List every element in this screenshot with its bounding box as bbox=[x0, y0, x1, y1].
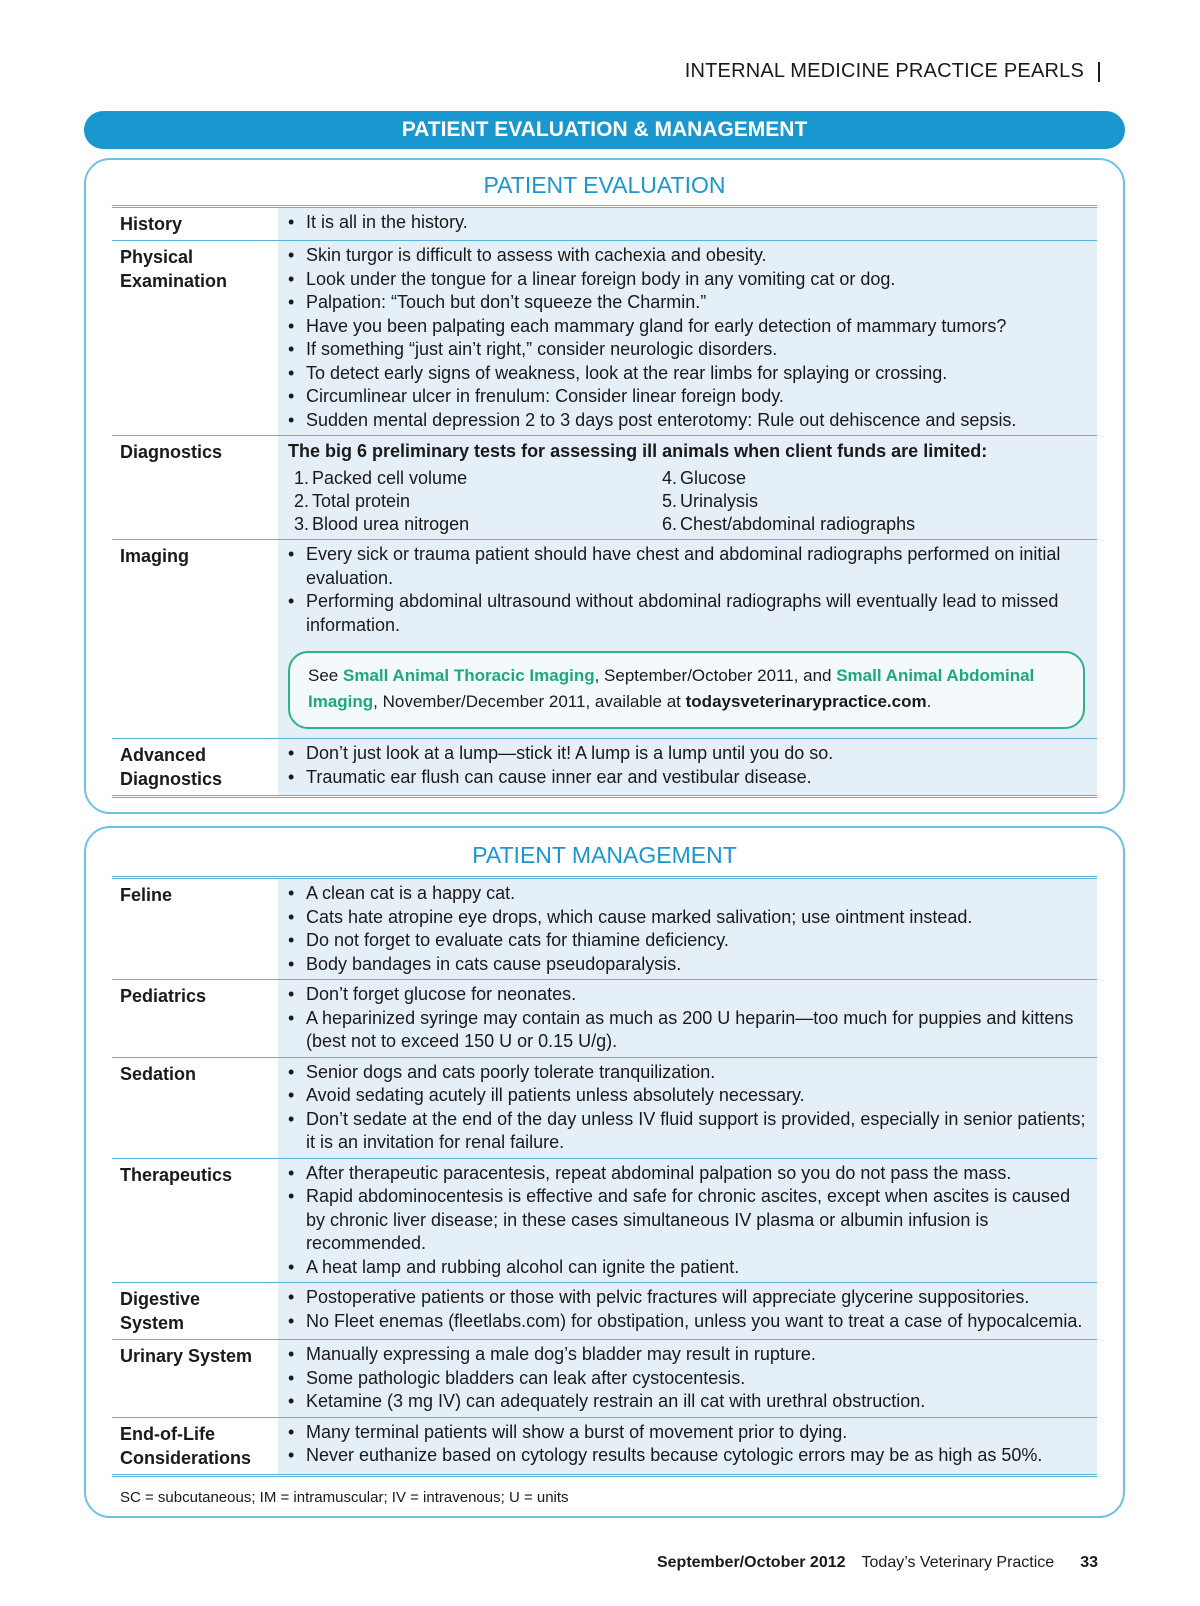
row-content bbox=[278, 1418, 1097, 1474]
row-label: History bbox=[112, 208, 278, 240]
list-item: • It is all in the history. bbox=[288, 211, 1091, 235]
list-item: • Do not forget to evaluate cats for thiamine deficiency. bbox=[288, 929, 1091, 953]
list-item: • Traumatic ear flush can cause inner ear and vestibular disease. bbox=[288, 766, 1091, 790]
diagnostics-heading: The big 6 preliminary tests for assessing ill animals when client funds are limited: bbox=[288, 441, 988, 461]
list-item: • Circumlinear ulcer in frenulum: Consider linear foreign body. bbox=[288, 385, 1091, 409]
bullet-list bbox=[288, 244, 1091, 432]
row-content bbox=[278, 1159, 1097, 1283]
row-label: Feline bbox=[112, 879, 278, 979]
list-item: • Don’t just look at a lump—stick it! A lump is a lump until you do so. bbox=[288, 742, 1091, 766]
list-item: • Every sick or trauma patient should have chest and abdominal radiographs performed on initial evaluation. bbox=[288, 543, 1091, 590]
list-item: 2. Total protein bbox=[294, 491, 411, 511]
row-label: Imaging bbox=[112, 540, 278, 738]
row-label: End-of-Life Considerations bbox=[112, 1418, 278, 1474]
list-item: • A clean cat is a happy cat. bbox=[288, 882, 1091, 906]
patient-management-title: PATIENT MANAGEMENT bbox=[472, 842, 737, 868]
list-item: • Performing abdominal ultrasound without abdominal radiographs will eventually lead to missed information. bbox=[288, 590, 1091, 637]
list-item: • Never euthanize based on cytology results because cytologic errors may be as high as 50%. bbox=[288, 1444, 1091, 1468]
issue-date: September/October 2012 bbox=[656, 1554, 846, 1571]
imaging-callout-box: See Small Animal Thoracic Imaging, September/October 2011, and Small Animal Abdominal Imaging, November/December 2011, available at todaysveterinarypractice.com. bbox=[288, 651, 1085, 729]
bullet-list bbox=[288, 1162, 1091, 1280]
table-row-diagnostics bbox=[112, 436, 1097, 540]
abdominal-imaging-link[interactable]: Small Animal Abdominal Imaging bbox=[308, 666, 1035, 711]
thoracic-imaging-link[interactable]: Small Animal Thoracic Imaging bbox=[342, 666, 595, 685]
bullet-list bbox=[288, 1286, 1091, 1333]
page-number: 33 bbox=[1080, 1554, 1098, 1571]
bullet-list bbox=[288, 1061, 1091, 1155]
row-content bbox=[278, 879, 1097, 979]
bullet-list bbox=[288, 1421, 1091, 1468]
table-row-physical-examination bbox=[112, 241, 1097, 436]
patient-evaluation-table bbox=[112, 205, 1097, 798]
table-row-pediatrics bbox=[112, 980, 1097, 1058]
list-item: • Palpation: “Touch but don’t squeeze the Charmin.” bbox=[288, 291, 1091, 315]
list-item: • Some pathologic bladders can leak after cystocentesis. bbox=[288, 1367, 1091, 1391]
list-item: • No Fleet enemas (fleetlabs.com) for obstipation, unless you want to treat a case of hypocalcemia. bbox=[288, 1310, 1091, 1334]
list-item: • Postoperative patients or those with pelvic fractures will appreciate glycerine suppositories. bbox=[288, 1286, 1091, 1310]
row-label: Advanced Diagnostics bbox=[112, 739, 278, 795]
row-content bbox=[278, 1058, 1097, 1158]
running-head-divider bbox=[1098, 62, 1100, 82]
table-row-imaging bbox=[112, 540, 1097, 739]
table-row-urinary-system bbox=[112, 1340, 1097, 1418]
banner-title: PATIENT EVALUATION & MANAGEMENT bbox=[401, 118, 808, 141]
row-label: Diagnostics bbox=[112, 436, 278, 539]
list-item: • Many terminal patients will show a burst of movement prior to dying. bbox=[288, 1421, 1091, 1445]
list-item: • Senior dogs and cats poorly tolerate tranquilization. bbox=[288, 1061, 1091, 1085]
list-item: • After therapeutic paracentesis, repeat abdominal palpation so you do not pass the mass. bbox=[288, 1162, 1091, 1186]
table-row-end-of-life bbox=[112, 1418, 1097, 1474]
list-item: 3. Blood urea nitrogen bbox=[294, 514, 470, 534]
publication-name: Today’s Veterinary Practice bbox=[861, 1554, 1055, 1571]
table-row-feline bbox=[112, 879, 1097, 980]
running-head-text: INTERNAL MEDICINE PRACTICE PEARLS bbox=[684, 60, 1084, 82]
table-row-sedation bbox=[112, 1058, 1097, 1159]
row-content bbox=[278, 1283, 1097, 1339]
row-label: Pediatrics bbox=[112, 980, 278, 1057]
list-item: • Ketamine (3 mg IV) can adequately restrain an ill cat with urethral obstruction. bbox=[288, 1390, 1091, 1414]
list-item: • A heparinized syringe may contain as much as 200 U heparin—too much for puppies and kittens (best not to exceed 150 U or 0.15 U/g). bbox=[288, 1007, 1091, 1054]
row-content bbox=[278, 980, 1097, 1057]
row-content bbox=[278, 540, 1097, 738]
list-item: 6. Chest/abdominal radiographs bbox=[662, 514, 916, 534]
patient-management-panel bbox=[84, 826, 1125, 1518]
list-item: 1. Packed cell volume bbox=[294, 468, 468, 488]
abbreviations-footnote: SC = subcutaneous; IM = intramuscular; IV = intravenous; U = units bbox=[120, 1489, 569, 1506]
row-label: Therapeutics bbox=[112, 1159, 278, 1283]
row-content bbox=[278, 436, 1097, 539]
table-row-history bbox=[112, 208, 1097, 241]
list-item: 4. Glucose bbox=[662, 468, 747, 488]
bullet-list bbox=[288, 983, 1091, 1054]
row-content bbox=[278, 1340, 1097, 1417]
list-item: • A heat lamp and rubbing alcohol can ignite the patient. bbox=[288, 1256, 1091, 1280]
section-banner bbox=[84, 111, 1125, 149]
row-label: Sedation bbox=[112, 1058, 278, 1158]
website-link[interactable]: todaysveterinarypractice.com bbox=[685, 692, 927, 711]
list-item: 5. Urinalysis bbox=[662, 491, 759, 511]
row-content bbox=[278, 208, 1097, 240]
list-item: • Don’t sedate at the end of the day unless IV fluid support is provided, especially in senior patients; it is an invitation for renal failure. bbox=[288, 1108, 1091, 1155]
list-item: • Cats hate atropine eye drops, which cause marked salivation; use ointment instead. bbox=[288, 906, 1091, 930]
table-row-digestive-system bbox=[112, 1283, 1097, 1340]
list-item: • Sudden mental depression 2 to 3 days post enterotomy: Rule out dehiscence and sepsis. bbox=[288, 409, 1091, 433]
patient-management-table bbox=[112, 876, 1097, 1477]
patient-evaluation-title: PATIENT EVALUATION bbox=[483, 172, 726, 198]
bullet-list bbox=[288, 882, 1091, 976]
row-label: Urinary System bbox=[112, 1340, 278, 1417]
list-item: • Body bandages in cats cause pseudoparalysis. bbox=[288, 953, 1091, 977]
list-item: • Skin turgor is difficult to assess with cachexia and obesity. bbox=[288, 244, 1091, 268]
table-row-therapeutics bbox=[112, 1159, 1097, 1284]
row-label: Digestive System bbox=[112, 1283, 278, 1339]
table-row-advanced-diagnostics bbox=[112, 739, 1097, 795]
list-item: • Have you been palpating each mammary gland for early detection of mammary tumors? bbox=[288, 315, 1091, 339]
bullet-list bbox=[288, 742, 1091, 789]
row-content bbox=[278, 241, 1097, 435]
list-item: • To detect early signs of weakness, look at the rear limbs for splaying or crossing. bbox=[288, 362, 1091, 386]
list-item: • Rapid abdominocentesis is effective and safe for chronic ascites, except when ascites is caused by chronic liver disease; in these cases simultaneous IV plasma or albumin infusion is recommended. bbox=[288, 1185, 1091, 1256]
list-item: • Don’t forget glucose for neonates. bbox=[288, 983, 1091, 1007]
bullet-list bbox=[288, 211, 1091, 235]
list-item: • Manually expressing a male dog’s bladder may result in rupture. bbox=[288, 1343, 1091, 1367]
list-item: • Avoid sedating acutely ill patients unless absolutely necessary. bbox=[288, 1084, 1091, 1108]
numbered-test-list bbox=[288, 467, 1091, 536]
page-footer bbox=[657, 1554, 1098, 1572]
bullet-list bbox=[288, 1343, 1091, 1414]
patient-evaluation-panel bbox=[84, 158, 1125, 814]
row-label: Physical Examination bbox=[112, 241, 278, 435]
list-item: • If something “just ain’t right,” consider neurologic disorders. bbox=[288, 338, 1091, 362]
list-item: • Look under the tongue for a linear foreign body in any vomiting cat or dog. bbox=[288, 268, 1091, 292]
bullet-list bbox=[288, 543, 1091, 637]
row-content bbox=[278, 739, 1097, 795]
running-head bbox=[685, 60, 1100, 83]
